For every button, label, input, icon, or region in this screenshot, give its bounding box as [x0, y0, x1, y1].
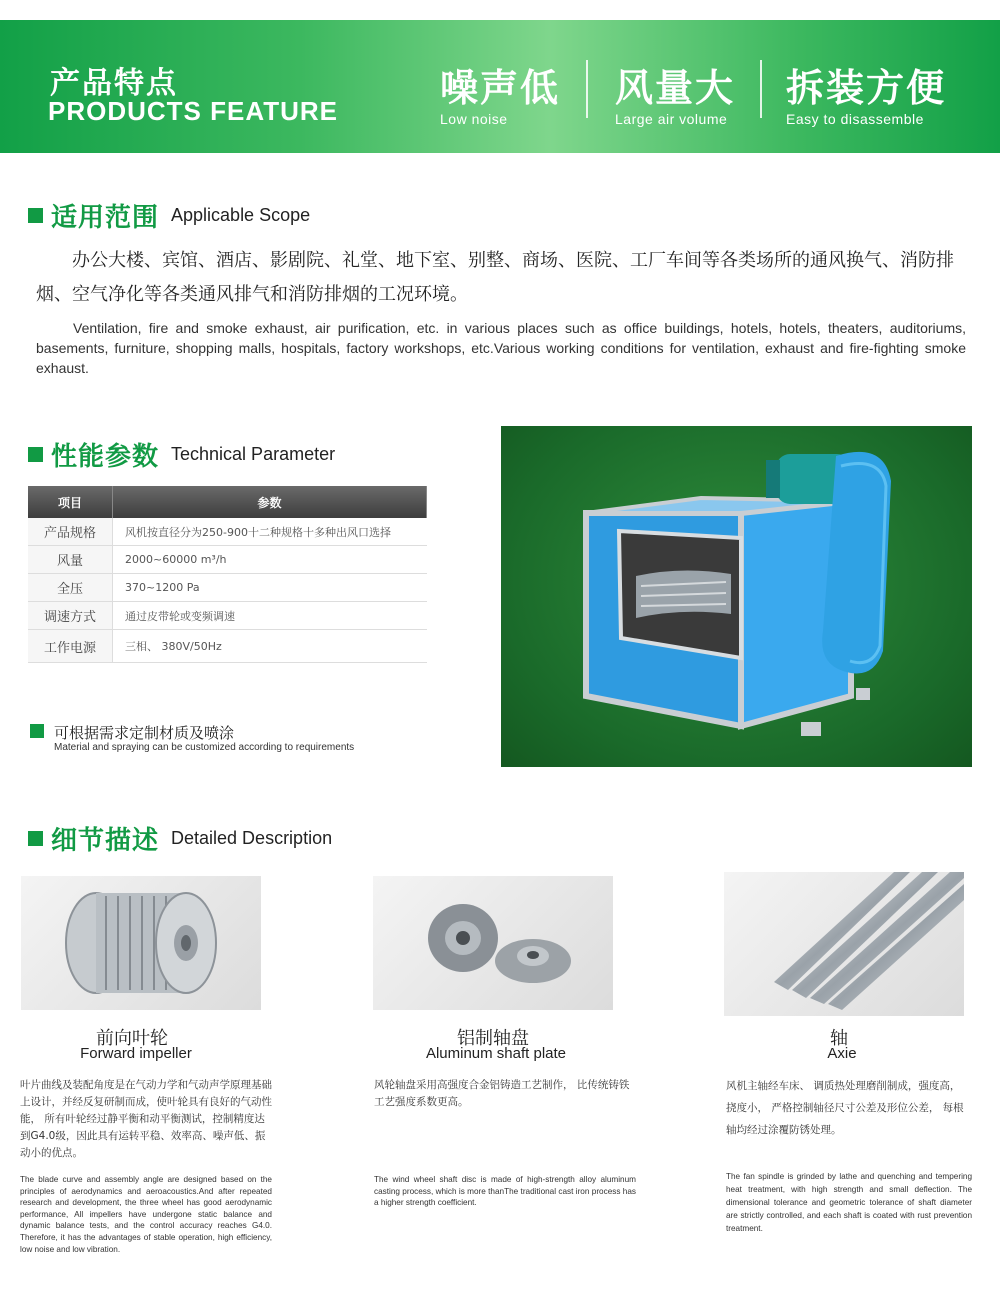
table-row — [28, 630, 427, 663]
section-title-cn: 性能参数 — [51, 441, 160, 472]
impeller-image — [21, 876, 261, 1010]
table-cell-label: 风量 — [28, 546, 113, 574]
fan-cabinet-illustration — [501, 426, 972, 767]
custom-note-en: Material and spraying can be customized according to requirements — [54, 742, 355, 753]
section-title-en: Detailed Description — [171, 827, 333, 848]
table-row — [28, 546, 427, 574]
detail-text-cn: 风轮轴盘采用高强度合金铝铸造工艺制作， 比传统铸铁工艺强度系数更高。 — [374, 1079, 630, 1108]
detail-name-en: Axie — [827, 1045, 857, 1062]
table-cell-value: 三相、 380V/50Hz — [113, 630, 427, 663]
feature-low-noise — [440, 65, 560, 127]
detail-name-cn: 前向叶轮 — [96, 1028, 168, 1049]
feature-title-cn: 拆装方便 — [786, 66, 947, 110]
section-title-en: Technical Parameter — [171, 443, 336, 464]
feature-title-cn: 噪声低 — [440, 66, 561, 110]
feature-divider — [586, 60, 588, 118]
table-cell-value: 2000~60000 m³/h — [113, 546, 427, 574]
table-cell-value: 通过皮带轮或变频调速 — [113, 602, 427, 630]
shaft-plate-illustration — [373, 876, 613, 1010]
table-cell-value: 370~1200 Pa — [113, 574, 427, 602]
feature-easy-disassemble — [786, 65, 946, 127]
table-cell-value: 风机按直径分为250-900十二种规格十多种出风口选择 — [113, 518, 427, 546]
table-cell-label: 工作电源 — [28, 630, 113, 663]
table-row — [28, 602, 427, 630]
feature-title-cn: 风量大 — [615, 66, 736, 110]
shaft-image — [724, 872, 964, 1016]
custom-note-cn: 可根据需求定制材质及喷涂 — [54, 724, 235, 742]
banner-title-en: PRODUCTS FEATURE — [48, 96, 338, 126]
detail-name-cn: 轴 — [830, 1028, 848, 1049]
detail-text-en: The fan spindle is grinded by lathe and quenching and tempering heat treatment, with high strength and small deflection. The dimensional tolerance and geometric tolerance of shaft diameter are strictly controlled, and each shaft is coated with rust prevention treatment. — [726, 1172, 972, 1233]
section-square-icon — [28, 447, 43, 462]
detail-text-en: The blade curve and assembly angle are designed based on the principles of aerodynamics and aeroacoustics.And after repeated research and development, the three wheel has good aerodynamic performance, All impellers have undergone static balance and dynamic balance tests, and the control accuracy reaches G4.0. Therefore, it has the advantages of stable operation, high efficiency, low noise and low vibration. — [20, 1175, 272, 1254]
section-title-cn: 适用范围 — [51, 202, 160, 233]
table-row — [28, 574, 427, 602]
section-square-icon — [28, 831, 43, 846]
feature-large-air-volume — [615, 65, 735, 127]
section-heading-technical — [28, 434, 335, 474]
detail-name-en: Aluminum shaft plate — [425, 1045, 567, 1062]
parameter-table — [28, 486, 427, 663]
section-heading-scope — [28, 195, 310, 235]
detail-name-cn: 铝制轴盘 — [457, 1028, 529, 1049]
scope-text-en: Ventilation, fire and smoke exhaust, air purification, etc. in various places such as office buildings, hotels, hotels, theaters, auditoriums, basements, furniture, shopping malls, hospitals, factory workshops, etc.Various working conditions for ventilation, exhaust and fire-fighting smoke exhaust. — [36, 320, 966, 376]
banner-title-cn: 产品特点 — [50, 66, 178, 101]
section-title-en: Applicable Scope — [171, 204, 311, 225]
shaft-illustration — [724, 872, 964, 1016]
detail-text-cn: 叶片曲线及装配角度是在气动力学和气动声学原理基础上设计，并经反复研制而成，使叶轮具有良好的气动性能， 所有叶轮经过静平衡和动平衡测试，控制精度达到G4.0级，因此具有运转平稳、效率高、噪声低、振动小的优点。 — [20, 1079, 272, 1159]
feature-title-en: Easy to disassemble — [786, 111, 924, 127]
detail-text-en: The wind wheel shaft disc is made of high-strength alloy aluminum casting process, which is more thanThe traditional cast iron process has a higher strength coefficient. — [374, 1175, 636, 1208]
table-header-row — [28, 486, 427, 518]
section-title-cn: 细节描述 — [51, 825, 160, 856]
table-header-item: 项目 — [28, 486, 113, 518]
table-row — [28, 518, 427, 546]
feature-banner — [0, 20, 1000, 153]
impeller-illustration — [21, 876, 261, 1010]
feature-title-en: Large air volume — [615, 111, 728, 127]
feature-title-en: Low noise — [440, 111, 508, 127]
scope-text-cn: 办公大楼、宾馆、酒店、影剧院、礼堂、地下室、别整、商场、医院、工厂车间等各类场所的通风换气、消防排烟、空气净化等各类通风排气和消防排烟的工况环境。 — [36, 250, 954, 305]
table-header-param: 参数 — [113, 486, 427, 518]
fan-cabinet-image — [501, 426, 972, 767]
table-cell-label: 全压 — [28, 574, 113, 602]
custom-square-icon — [30, 724, 44, 738]
shaft-plate-image — [373, 876, 613, 1010]
section-heading-details — [28, 818, 332, 858]
detail-text-cn: 风机主轴经车床、 调质热处理磨削制成，强度高， 挠度小， 严格控制轴径尺寸公差及形位公差， 每根轴均经过涂覆防锈处理。 — [726, 1080, 964, 1136]
detail-name-en: Forward impeller — [80, 1045, 192, 1062]
feature-divider — [760, 60, 762, 118]
table-cell-label: 调速方式 — [28, 602, 113, 630]
table-cell-label: 产品规格 — [28, 518, 113, 546]
section-square-icon — [28, 208, 43, 223]
